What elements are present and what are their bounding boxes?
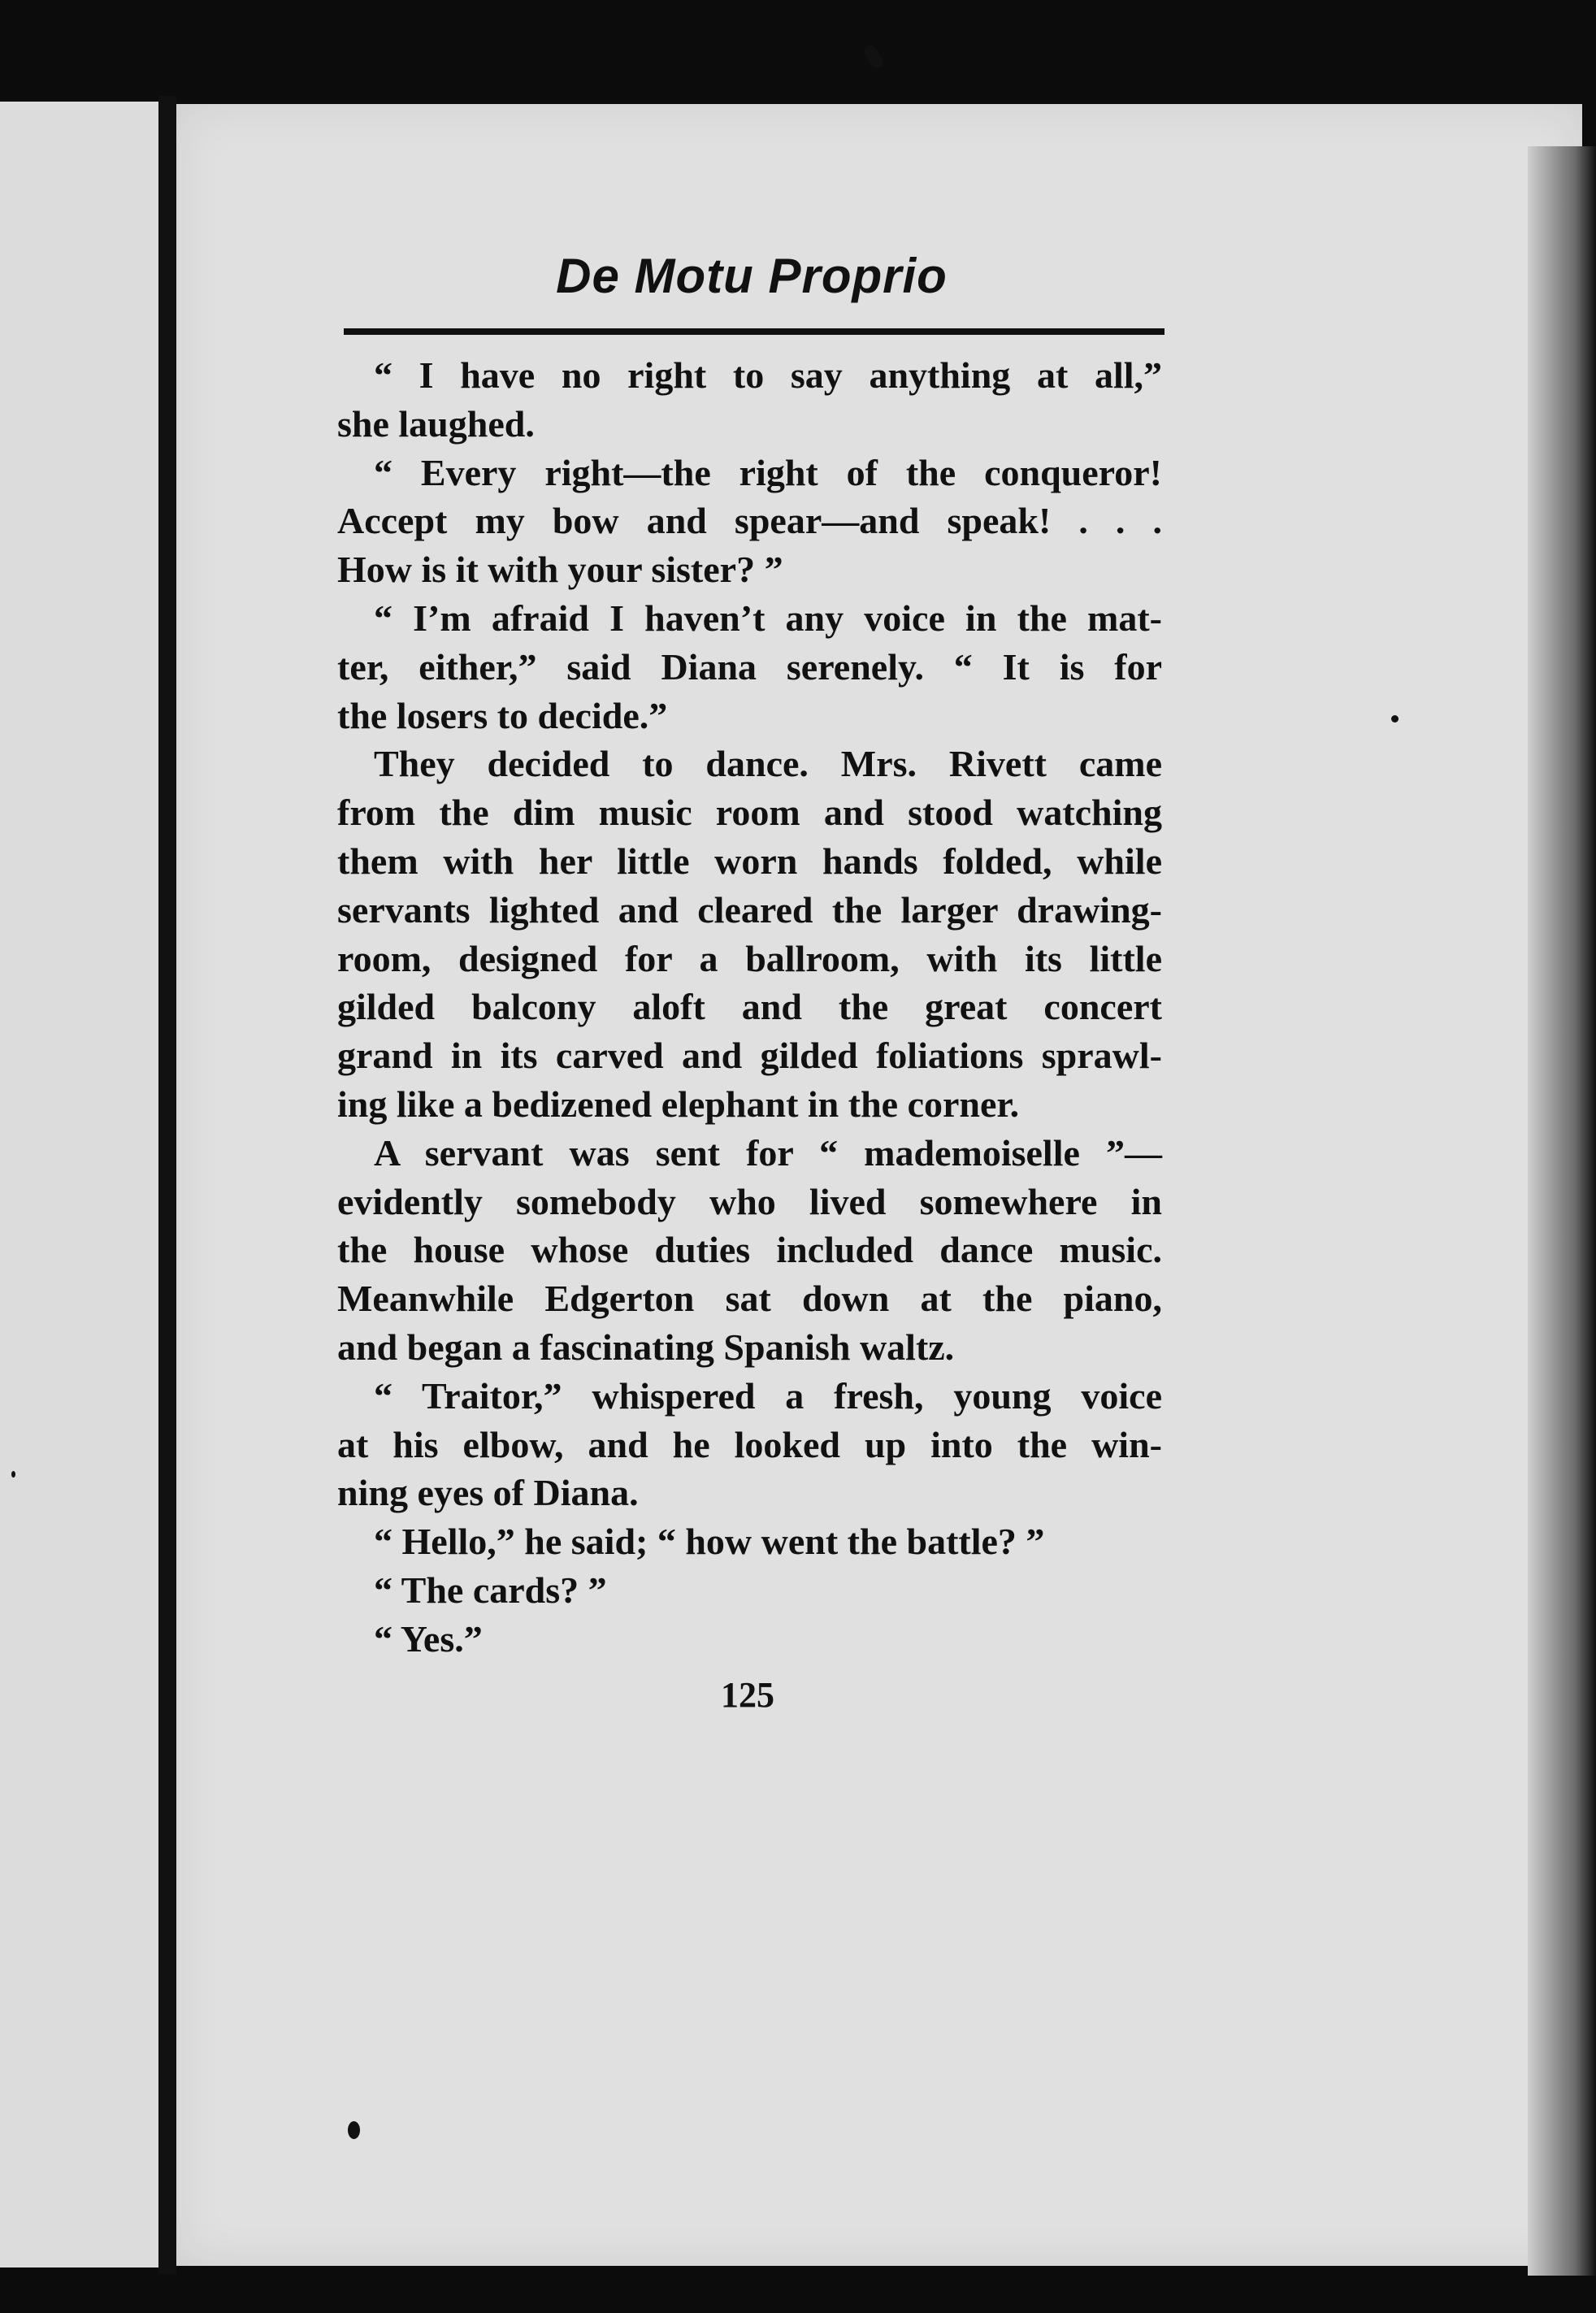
text-line: evidently somebody who lived somewhere in: [337, 1180, 1162, 1222]
text-line: ing like a bedizened elephant in the corner.: [337, 1083, 1020, 1125]
text-line: “ I’m afraid I haven’t any voice in the mat-: [374, 597, 1162, 639]
text-line: and began a fascinating Spanish waltz.: [337, 1326, 955, 1368]
text-line: “ Every right—the right of the conqueror!: [374, 451, 1162, 493]
text-line: ter, either,” said Diana serenely. “ It is for: [337, 645, 1162, 688]
text-line: “ Hello,” he said; “ how went the battle? ”: [374, 1521, 1045, 1563]
text-line: the house whose duties included dance music.: [337, 1229, 1162, 1271]
text-line: at his elbow, and he looked up into the win-: [337, 1423, 1162, 1465]
ink-speck: [862, 43, 886, 71]
text-line: from the dim music room and stood watching: [337, 792, 1162, 834]
text-line: “ Traitor,” whispered a fresh, young voice: [374, 1374, 1162, 1417]
text-line: servants lighted and cleared the larger drawing-: [337, 888, 1162, 931]
text-line: the losers to decide.”: [337, 694, 668, 736]
text-line: They decided to dance. Mrs. Rivett came: [374, 743, 1162, 785]
ink-speck: [1391, 715, 1399, 723]
page-edge-shadow: [1528, 146, 1596, 2276]
header-rule: [344, 328, 1164, 335]
text-line: “ Yes.”: [374, 1617, 483, 1660]
text-line: Meanwhile Edgerton sat down at the piano,: [337, 1278, 1162, 1320]
text-line: Accept my bow and spear—and speak! . . .: [337, 500, 1162, 542]
text-line: A servant was sent for “ mademoiselle ”—: [374, 1131, 1162, 1174]
text-line: gilded balcony aloft and the great concert: [337, 986, 1162, 1028]
page-number: 125: [721, 1675, 774, 1715]
binding-gutter: [158, 96, 176, 2274]
text-line: “ I have no right to say anything at all,”: [374, 354, 1162, 396]
ink-speck: [11, 1471, 15, 1478]
facing-page-edge: [0, 102, 158, 2267]
text-line: grand in its carved and gilded foliations sprawl-: [337, 1035, 1162, 1077]
text-line: “ The cards? ”: [374, 1569, 607, 1611]
text-line: ning eyes of Diana.: [337, 1472, 639, 1514]
running-head: De Motu Proprio: [556, 249, 948, 303]
text-line: How is it with your sister? ”: [337, 549, 783, 591]
body-text: [337, 351, 1162, 1664]
text-line: she laughed.: [337, 402, 535, 445]
text-line: room, designed for a ballroom, with its little: [337, 937, 1162, 979]
ink-speck: [348, 2121, 360, 2139]
text-line: them with her little worn hands folded, while: [337, 840, 1162, 882]
